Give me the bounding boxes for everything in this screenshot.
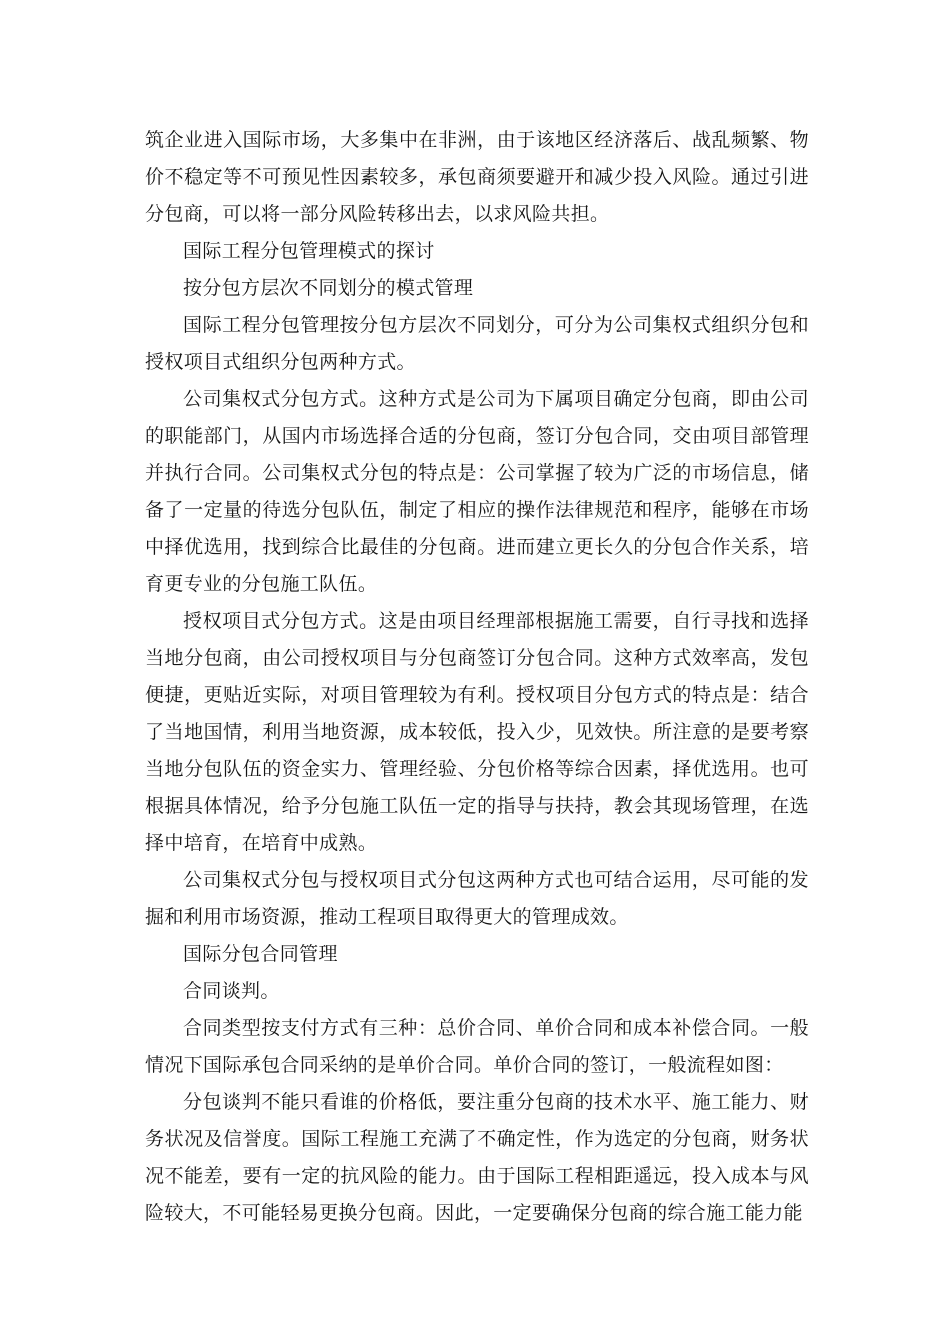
paragraph-division-overview: 国际工程分包管理按分包方层次不同划分，可分为公司集权式组织分包和授权项目式组织分包两种方式。	[145, 314, 809, 373]
paragraph-combined-use: 公司集权式分包与授权项目式分包这两种方式也可结合运用，尽可能的发掘和利用市场资源，推动工程项目取得更大的管理成效。	[145, 869, 809, 928]
paragraph-centralized-mode: 公司集权式分包方式。这种方式是公司为下属项目确定分包商，即由公司的职能部门，从国内市场选择合适的分包商，签订分包合同，交由项目部管理并执行合同。公司集权式分包的特点是：公司掌握了较为广泛的市场信息，储备了一定量的待选分包队伍，制定了相应的操作法律规范和程序，能够在市场中择优选用，找到综合比最佳的分包商。进而建立更长久的分包合作关系，培育更专业的分包施工队伍。	[145, 388, 809, 595]
subsection-heading-level-division: 按分包方层次不同划分的模式管理	[183, 277, 474, 299]
document-body	[145, 122, 809, 1232]
paragraph-negotiation-criteria: 分包谈判不能只看谁的价格低，要注重分包商的技术水平、施工能力、财务状况及信誉度。国际工程施工充满了不确定性，作为选定的分包商，财务状况不能差，要有一定的抗风险的能力。由于国际工程相距遥远，投入成本与风险较大，不可能轻易更换分包商。因此，一定要确保分包商的综合施工能力能	[145, 1091, 809, 1224]
paragraph-authorized-project-mode: 授权项目式分包方式。这是由项目经理部根据施工需要，自行寻找和选择当地分包商，由公司授权项目与分包商签订分包合同。这种方式效率高，发包便捷，更贴近实际，对项目管理较为有利。授权项目分包方式的特点是：结合了当地国情，利用当地资源，成本较低，投入少，见效快。所注意的是要考察当地分包队伍的资金实力、管理经验、分包价格等综合因素，择优选用。也可根据具体情况，给予分包施工队伍一定的指导与扶持，教会其现场管理，在选择中培育，在培育中成熟。	[145, 610, 809, 854]
paragraph-continuation: 筑企业进入国际市场，大多集中在非洲，由于该地区经济落后、战乱频繁、物价不稳定等不可预见性因素较多，承包商须要避开和减少投入风险。通过引进分包商，可以将一部分风险转移出去，以求风险共担。	[145, 129, 809, 225]
section-heading-contract-management: 国际分包合同管理	[183, 943, 338, 965]
section-heading-subcontract-modes: 国际工程分包管理模式的探讨	[183, 240, 435, 262]
subsection-heading-contract-negotiation: 合同谈判。	[183, 980, 280, 1002]
paragraph-contract-types: 合同类型按支付方式有三种：总价合同、单价合同和成本补偿合同。一般情况下国际承包合同采纳的是单价合同。单价合同的签订，一般流程如图：	[145, 1017, 809, 1076]
